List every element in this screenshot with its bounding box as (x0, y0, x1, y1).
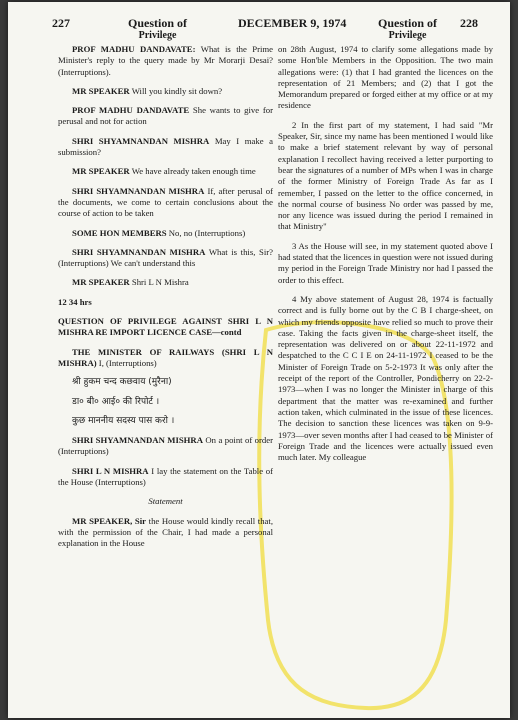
left-head-sub: Privilege (138, 30, 177, 41)
time-stamp: 12 34 hrs (58, 296, 92, 307)
document-page (8, 2, 510, 718)
speech-entry (58, 228, 273, 239)
speaker-name: SHRI SHYAMNANDAN MISHRA (72, 246, 206, 257)
right-head-sub: Privilege (388, 30, 427, 41)
speech-entry (58, 166, 273, 177)
speech-text: May I make a submission? (58, 135, 273, 158)
speech-entry (58, 435, 273, 458)
speech-entry (58, 466, 273, 489)
right-paragraph: 2 In the first part of my statement, I had said "Mr Speaker, Sir, since my name has been mentioned I would like to make a brief statement relevant by way of personal explanation I recollect having received a letter purporting to bear the signatures of a number of MPs when I was in charge of the former Ministry of Foreign Trade As far as I remember, I passed on the letter to the office concerned, in the normal course of business No order was passed by me, nor any licence was issued during the period I remained in that Ministry" (278, 119, 493, 232)
speaker-name: MR SPEAKER, Sir (72, 515, 147, 526)
speech-entry (58, 247, 273, 270)
speech-entry (58, 277, 273, 288)
left-head-title: Question of (128, 16, 188, 30)
speaker-name: MR SPEAKER (72, 277, 130, 288)
left-page-number: 227 (52, 16, 70, 30)
speaker-name: SHRI SHYAMNANDAN MISHRA (72, 185, 205, 196)
speech-text: We have already taken enough time (131, 166, 256, 177)
speech-text: If, after perusal of the documents, we come to certain conclusions about the course of action to be taken (58, 185, 273, 219)
right-page-number: 228 (460, 16, 478, 30)
speech-text: Will you kindly sit down? (131, 85, 223, 96)
speaker-name: SOME HON MEMBERS (72, 227, 167, 238)
left-after-entries (58, 435, 273, 488)
minister-entry (58, 347, 273, 370)
left-entries (58, 44, 273, 289)
right-head-title: Question of (378, 16, 438, 30)
hindi-line: डा० बी० आई० की रिपोर्ट । (72, 396, 160, 407)
right-column (278, 44, 493, 471)
speech-text: She wants to give for perusal and not for action (58, 105, 273, 127)
speech-text: What is the Prime Minister's reply to the query made by Mr Morarji Desai? (Interruptions). (58, 44, 273, 77)
left-column (58, 44, 273, 558)
speech-text: On a point of order (Interruptions) (58, 435, 273, 457)
right-paragraph: 3 As the House will see, in my statement quoted above I had stated that the licences in question were not issued during my period in the Foreign Trade Ministry nor had I passed the order to this effect. (278, 240, 493, 285)
right-paragraph: 4 My above statement of August 28, 1974 is factually correct and is fully borne out by the C B I charge-sheet, on which my friends opposite have relied so much to prove their case. Taking the facts given in the charge-sheet itself, the representation was delivered on or about 22-11-1972 and despatched to the C C I E on 24-11-1972 I ceased to be the Minister of Foreign Trade on 5-2-1973 It was only after the receipt of the report of the Controller, Pondicherry on 22-2-1973—when I was no longer the Minister in charge of this department that the matter was re-examined and further action taken, which culminated in the issue of these licences. The decision to sanction these licences was taken on 9-9-1973—over seven months after I had ceased to be Minister of Foreign Trade and the licences were actually issued even much later. My colleague (278, 293, 493, 463)
speaker-name: THE MINISTER OF RAILWAYS (SHRI L N MISHRA) (58, 346, 273, 368)
hindi-line: श्री हुकम चन्द कछवाय (मुरैना) (72, 377, 172, 388)
speech-text: No, no (Interruptions) (168, 227, 246, 238)
page-date: DECEMBER 9, 1974 (238, 16, 347, 30)
speech-entry (58, 86, 273, 97)
left-running-head (128, 16, 187, 41)
speech-text: I lay the statement on the Table of the House (Interruptions) (58, 465, 273, 488)
speaker-name: SHRI SHYAMNANDAN MISHRA (72, 135, 210, 146)
speaker-name: PROF MADHU DANDAVATE (72, 105, 190, 116)
speech-text: What is this, Sir? (Interruptions) We can't understand this (58, 246, 274, 269)
speech-text: Shri L N Mishra (131, 277, 189, 288)
speech-entry (58, 44, 273, 78)
right-paragraph: on 28th August, 1974 to clarify some allegations made by some Hon'ble Members in the Opposition. The two main allegations were: (1) that I had granted the licences on the representation of 21 Members; and (2) that I got the Memorandum prepared or forged either at my office or at my residence (278, 44, 493, 111)
speaker-name: SHRI SHYAMNANDAN MISHRA (72, 435, 203, 446)
statement-label: Statement (148, 496, 183, 507)
statement-start (58, 516, 273, 550)
speech-text: I, (Interruptions) (98, 357, 157, 368)
section-title: QUESTION OF PRIVILEGE AGAINST SHRI L N MISHRA RE IMPORT LICENCE CASE—contd (58, 316, 273, 338)
speaker-name: SHRI L N MISHRA (72, 465, 149, 476)
speech-entry (58, 186, 273, 220)
speech-text: the House would kindly recall that, with the permission of the Chair, I had made a personal explanation in the House (58, 515, 273, 549)
speech-entry (58, 105, 273, 128)
speech-entry (58, 136, 273, 159)
right-running-head (378, 16, 437, 41)
speaker-name: MR SPEAKER (72, 166, 130, 177)
hindi-line: कुछ माननीय सदस्य पास करो । (72, 415, 175, 426)
speaker-name: MR SPEAKER (72, 85, 130, 96)
speaker-name: PROF MADHU DANDAVATE: (72, 44, 196, 54)
